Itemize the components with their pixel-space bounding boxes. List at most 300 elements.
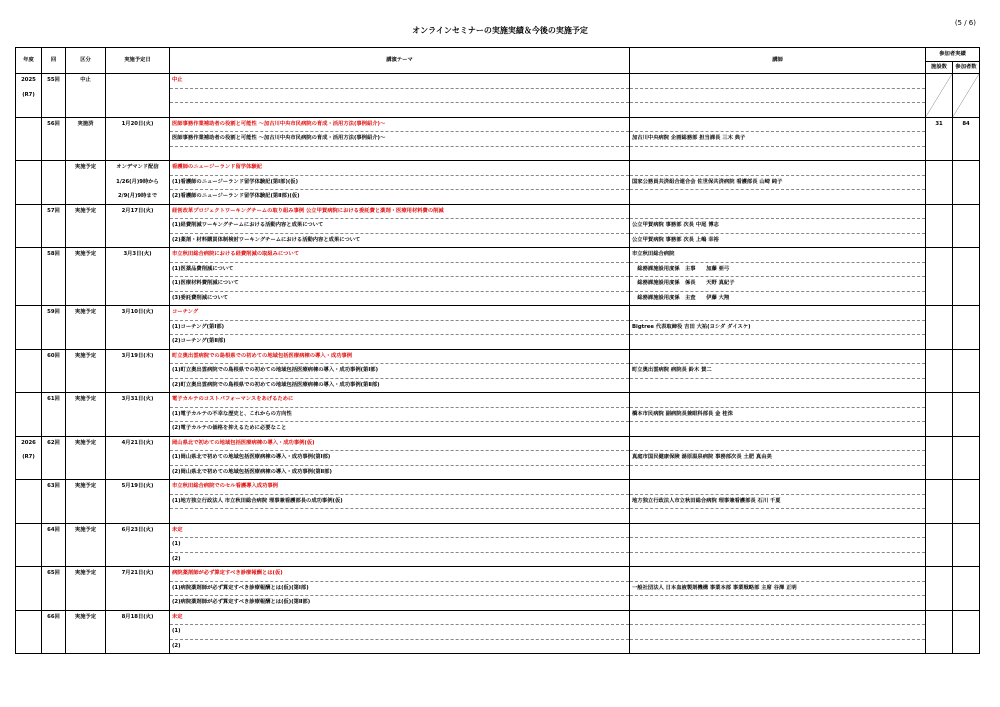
session-type: 実施予定 — [66, 248, 106, 263]
session-type — [66, 451, 106, 466]
table-row — [16, 451, 980, 466]
lecturer — [630, 465, 926, 480]
table-row — [16, 262, 980, 277]
facilities-count — [926, 132, 953, 147]
scheduled-date: 7月21日(火) — [106, 567, 170, 582]
lecturer — [630, 190, 926, 205]
session-type — [66, 596, 106, 611]
lecturer — [630, 378, 926, 393]
year-cell — [16, 480, 42, 495]
year-cell — [16, 233, 42, 248]
table-row — [16, 393, 980, 408]
scheduled-date — [106, 132, 170, 147]
table-row — [16, 74, 980, 89]
year-cell — [16, 146, 42, 161]
lecturer: 総務課施設用度係 主査 伊藤 大翔 — [630, 291, 926, 306]
session-type — [66, 465, 106, 480]
table-row — [16, 161, 980, 176]
lecture-theme: 市立秋田総合病院でのセル看護導入成功事例 — [170, 480, 630, 495]
facilities-count — [926, 219, 953, 234]
table-row — [16, 422, 980, 437]
year-cell — [16, 364, 42, 379]
scheduled-date: オンデマンド配信 — [106, 161, 170, 176]
year-cell — [16, 552, 42, 567]
lecture-theme: コーチング — [170, 306, 630, 321]
header-facilities: 施設数 — [926, 62, 953, 74]
attendees-count — [953, 248, 980, 263]
lecturer: 一般社団法人 日本血液製剤機構 事業本部 事業戦略部 主席 谷澤 正明 — [630, 581, 926, 596]
scheduled-date: 8月18日(火) — [106, 610, 170, 625]
session-number — [42, 146, 66, 161]
scheduled-date: 3月19日(木) — [106, 349, 170, 364]
table-row — [16, 248, 980, 263]
session-number: 61回 — [42, 393, 66, 408]
diagonal-strike — [953, 74, 979, 117]
year-cell — [16, 494, 42, 509]
scheduled-date: 4月21日(火) — [106, 436, 170, 451]
year-cell — [16, 291, 42, 306]
lecture-theme: (1)看護師のニュージーランド留学体験記(第Ⅰ部)(仮) — [170, 175, 630, 190]
year-cell — [16, 639, 42, 654]
lecture-theme: 病院薬剤師が必ず算定すべき診療報酬とは(仮) — [170, 567, 630, 582]
lecturer — [630, 117, 926, 132]
session-type: 中止 — [66, 74, 106, 89]
facilities-count — [926, 306, 953, 321]
attendees-count — [953, 291, 980, 306]
session-type — [66, 132, 106, 147]
session-type: 実施予定 — [66, 480, 106, 495]
table-row — [16, 219, 980, 234]
table-row — [16, 509, 980, 524]
session-type: 実施予定 — [66, 567, 106, 582]
session-type — [66, 625, 106, 640]
table-row — [16, 349, 980, 364]
table-row — [16, 320, 980, 335]
facilities-count — [926, 364, 953, 379]
session-number — [42, 262, 66, 277]
table-row — [16, 639, 980, 654]
attendees-count — [953, 451, 980, 466]
lecture-theme: (1)医薬品費削減について — [170, 262, 630, 277]
header-year: 年度 — [16, 48, 42, 74]
session-type: 実施予定 — [66, 610, 106, 625]
table-row — [16, 465, 980, 480]
lecturer: 国家公務員共済組合連合会 佐世保共済病院 看護部長 山崎 純子 — [630, 175, 926, 190]
attendees-count — [953, 378, 980, 393]
facilities-count — [926, 320, 953, 335]
lecture-theme: (2)薬剤・材料購買体制検討ワーキングチームにおける活動内容と成果について — [170, 233, 630, 248]
attendees-count — [953, 465, 980, 480]
lecturer: 公立甲賀病院 事務部 次長 中尾 博志 — [630, 219, 926, 234]
attendees-count — [953, 320, 980, 335]
session-type — [66, 175, 106, 190]
table-row — [16, 88, 980, 103]
lecture-theme: (1)経費削減ワーキングチームにおける活動内容と成果について — [170, 219, 630, 234]
facilities-count — [926, 74, 953, 118]
lecture-theme — [170, 509, 630, 524]
page-number: (5 / 6) — [954, 19, 976, 27]
session-type: 実施済 — [66, 117, 106, 132]
lecturer — [630, 393, 926, 408]
attendees-count — [953, 74, 980, 118]
lecturer: 総務課施設用度係 係長 天野 真紀子 — [630, 277, 926, 292]
lecturer — [630, 625, 926, 640]
lecture-theme: (2)病院薬剤師が必ず算定すべき診療報酬とは(仮)(第Ⅱ部) — [170, 596, 630, 611]
lecture-theme: 市立秋田総合病院における経費削減の取組みについて — [170, 248, 630, 263]
facilities-count — [926, 596, 953, 611]
year-cell — [16, 277, 42, 292]
lecture-theme: (1)岡山県北で初めての地域包括医療病棟の導入・成功事例(第Ⅰ部) — [170, 451, 630, 466]
table-row — [16, 117, 980, 132]
session-number — [42, 625, 66, 640]
table-row — [16, 552, 980, 567]
table-row — [16, 494, 980, 509]
attendees-count — [953, 581, 980, 596]
session-type — [66, 233, 106, 248]
table-row — [16, 103, 980, 118]
session-type — [66, 320, 106, 335]
table-row — [16, 190, 980, 205]
session-type — [66, 364, 106, 379]
session-type — [66, 422, 106, 437]
attendees-count — [953, 219, 980, 234]
attendees-count — [953, 436, 980, 451]
session-type — [66, 219, 106, 234]
lecturer — [630, 567, 926, 582]
header-participants: 参加者実績 — [926, 48, 980, 62]
year-cell — [16, 465, 42, 480]
session-number: 62回 — [42, 436, 66, 451]
session-number — [42, 581, 66, 596]
lecturer — [630, 509, 926, 524]
attendees-count — [953, 523, 980, 538]
facilities-count — [926, 349, 953, 364]
lecturer — [630, 306, 926, 321]
lecturer — [630, 335, 926, 350]
year-cell — [16, 175, 42, 190]
lecture-theme: (2)町立奥出雲病院での島根県での初めての地域包括医療病棟の導入・成功事例(第Ⅱ部) — [170, 378, 630, 393]
attendees-count — [953, 509, 980, 524]
table-row — [16, 523, 980, 538]
scheduled-date: 1月20日(火) — [106, 117, 170, 132]
lecture-theme — [170, 88, 630, 103]
session-number — [42, 335, 66, 350]
session-number: 55回 — [42, 74, 66, 89]
lecturer: 総務課施設用度係 主事 加藤 亜弓 — [630, 262, 926, 277]
session-type — [66, 639, 106, 654]
year-cell — [16, 581, 42, 596]
year-cell: (R7) — [16, 451, 42, 466]
session-type: 実施予定 — [66, 349, 106, 364]
lecture-theme: (2) — [170, 639, 630, 654]
lecturer — [630, 88, 926, 103]
session-number — [42, 190, 66, 205]
table-row — [16, 567, 980, 582]
lecture-theme: (1)病院薬剤師が必ず算定すべき診療報酬とは(仮)(第Ⅰ部) — [170, 581, 630, 596]
session-number — [42, 451, 66, 466]
session-type — [66, 538, 106, 553]
year-cell — [16, 393, 42, 408]
scheduled-date — [106, 262, 170, 277]
lecturer — [630, 639, 926, 654]
lecture-theme — [170, 103, 630, 118]
table-row — [16, 175, 980, 190]
session-type: 実施予定 — [66, 393, 106, 408]
attendees-count — [953, 610, 980, 625]
scheduled-date: 3月31日(火) — [106, 393, 170, 408]
session-number — [42, 552, 66, 567]
scheduled-date — [106, 494, 170, 509]
facilities-count — [926, 204, 953, 219]
lecture-theme: (1)コーチング(第Ⅰ部) — [170, 320, 630, 335]
attendees-count — [953, 161, 980, 176]
year-cell: 2026 — [16, 436, 42, 451]
lecturer — [630, 74, 926, 89]
year-cell — [16, 132, 42, 147]
scheduled-date — [106, 74, 170, 89]
scheduled-date — [106, 320, 170, 335]
session-number — [42, 494, 66, 509]
lecture-theme: 未定 — [170, 523, 630, 538]
facilities-count — [926, 552, 953, 567]
scheduled-date: 5月19日(火) — [106, 480, 170, 495]
table-row — [16, 306, 980, 321]
attendees-count — [953, 625, 980, 640]
session-number — [42, 219, 66, 234]
session-number — [42, 132, 66, 147]
scheduled-date: 2月17日(火) — [106, 204, 170, 219]
document-title: オンラインセミナーの実施実績＆今後の実施予定 — [412, 26, 588, 35]
lecture-theme: 町立奥出雲病院での島根県での初めての地域包括医療病棟の導入・成功事例 — [170, 349, 630, 364]
session-number — [42, 88, 66, 103]
facilities-count — [926, 480, 953, 495]
scheduled-date — [106, 451, 170, 466]
facilities-count — [926, 248, 953, 263]
table-row — [16, 436, 980, 451]
lecturer — [630, 161, 926, 176]
header-attendees: 参加者数 — [953, 62, 980, 74]
table-row — [16, 596, 980, 611]
scheduled-date — [106, 596, 170, 611]
table-row — [16, 378, 980, 393]
facilities-count: 31 — [926, 117, 953, 132]
lecture-theme: 未定 — [170, 610, 630, 625]
session-type — [66, 291, 106, 306]
session-type: 実施予定 — [66, 161, 106, 176]
facilities-count — [926, 465, 953, 480]
session-type — [66, 407, 106, 422]
scheduled-date — [106, 364, 170, 379]
scheduled-date — [106, 552, 170, 567]
scheduled-date — [106, 277, 170, 292]
session-type: 実施予定 — [66, 306, 106, 321]
attendees-count — [953, 277, 980, 292]
scheduled-date — [106, 581, 170, 596]
attendees-count — [953, 494, 980, 509]
session-number — [42, 596, 66, 611]
attendees-count — [953, 306, 980, 321]
lecturer — [630, 552, 926, 567]
year-cell — [16, 349, 42, 364]
attendees-count — [953, 349, 980, 364]
attendees-count: 84 — [953, 117, 980, 132]
table-row — [16, 480, 980, 495]
facilities-count — [926, 639, 953, 654]
session-number — [42, 291, 66, 306]
lecture-theme: 経営改革プロジェクトワーキングチームの取り組み事例 公立甲賀病院における委託費と薬剤・医療用材料費の削減 — [170, 204, 630, 219]
facilities-count — [926, 378, 953, 393]
session-number — [42, 277, 66, 292]
lecturer: 市立秋田総合病院 — [630, 248, 926, 263]
attendees-count — [953, 639, 980, 654]
facilities-count — [926, 610, 953, 625]
facilities-count — [926, 175, 953, 190]
table-row — [16, 204, 980, 219]
year-cell: (R7) — [16, 88, 42, 103]
session-number — [42, 378, 66, 393]
lecturer: 加古川中央病院 企画総務部 担当課長 三木 典子 — [630, 132, 926, 147]
session-type — [66, 146, 106, 161]
session-number: 59回 — [42, 306, 66, 321]
session-type — [66, 88, 106, 103]
session-number — [42, 103, 66, 118]
lecture-theme: 医師事務作業補助者の役割と可能性 ～加古川中央市民病院の育成・活用方法(事例紹介)～ — [170, 132, 630, 147]
header-date: 実施予定日 — [106, 48, 170, 74]
lecturer: Bigtree 代表取締役 吉田 大祐(ヨシダ ダイスケ) — [630, 320, 926, 335]
session-number — [42, 175, 66, 190]
facilities-count — [926, 509, 953, 524]
attendees-count — [953, 364, 980, 379]
scheduled-date — [106, 625, 170, 640]
session-type — [66, 509, 106, 524]
attendees-count — [953, 480, 980, 495]
session-number — [42, 364, 66, 379]
header-no: 回 — [42, 48, 66, 74]
year-cell — [16, 335, 42, 350]
lecture-theme: 医師事務作業補助者の役割と可能性 ～加古川中央市民病院の育成・活用方法(事例紹介)～ — [170, 117, 630, 132]
lecturer — [630, 538, 926, 553]
table-row — [16, 407, 980, 422]
lecturer — [630, 436, 926, 451]
year-cell — [16, 306, 42, 321]
session-number: 63回 — [42, 480, 66, 495]
lecture-theme: (1) — [170, 538, 630, 553]
lecturer: 地方独立行政法人市立秋田総合病院 理事兼看護部長 石川 千夏 — [630, 494, 926, 509]
session-number — [42, 320, 66, 335]
year-cell — [16, 262, 42, 277]
lecturer — [630, 523, 926, 538]
table-row — [16, 581, 980, 596]
attendees-count — [953, 335, 980, 350]
year-cell — [16, 117, 42, 132]
attendees-count — [953, 262, 980, 277]
scheduled-date: 3月3日(火) — [106, 248, 170, 263]
facilities-count — [926, 581, 953, 596]
attendees-count — [953, 393, 980, 408]
scheduled-date: 1/26(月)9時から — [106, 175, 170, 190]
session-number — [42, 233, 66, 248]
table-row — [16, 233, 980, 248]
facilities-count — [926, 262, 953, 277]
seminar-schedule-table — [15, 47, 980, 654]
facilities-count — [926, 494, 953, 509]
facilities-count — [926, 567, 953, 582]
year-cell — [16, 422, 42, 437]
year-cell — [16, 509, 42, 524]
year-cell — [16, 161, 42, 176]
facilities-count — [926, 436, 953, 451]
lecturer: 真庭市国民健康保険 湯原温泉病院 事務部次長 土肥 真由美 — [630, 451, 926, 466]
lecturer — [630, 146, 926, 161]
attendees-count — [953, 190, 980, 205]
facilities-count — [926, 538, 953, 553]
lecture-theme: (3)委託費削減について — [170, 291, 630, 306]
year-cell — [16, 248, 42, 263]
scheduled-date — [106, 103, 170, 118]
session-number — [42, 465, 66, 480]
header-type: 区分 — [66, 48, 106, 74]
scheduled-date: 6月23日(火) — [106, 523, 170, 538]
attendees-count — [953, 233, 980, 248]
facilities-count — [926, 190, 953, 205]
lecture-theme: 岡山県北で初めての地域包括医療病棟の導入・成功事例(仮) — [170, 436, 630, 451]
lecture-theme: 中止 — [170, 74, 630, 89]
session-type — [66, 552, 106, 567]
year-cell — [16, 625, 42, 640]
facilities-count — [926, 523, 953, 538]
table-row — [16, 132, 980, 147]
facilities-count — [926, 335, 953, 350]
session-type — [66, 378, 106, 393]
lecture-theme: (2)コーチング(第Ⅱ部) — [170, 335, 630, 350]
facilities-count — [926, 291, 953, 306]
attendees-count — [953, 132, 980, 147]
scheduled-date — [106, 291, 170, 306]
year-cell — [16, 219, 42, 234]
scheduled-date — [106, 639, 170, 654]
header-theme: 講演テーマ — [170, 48, 630, 74]
table-row — [16, 610, 980, 625]
year-cell: 2025 — [16, 74, 42, 89]
session-number — [42, 509, 66, 524]
session-type — [66, 494, 106, 509]
session-type — [66, 335, 106, 350]
attendees-count — [953, 538, 980, 553]
header-lecturer: 講師 — [630, 48, 926, 74]
scheduled-date — [106, 335, 170, 350]
session-type — [66, 277, 106, 292]
attendees-count — [953, 567, 980, 582]
scheduled-date — [106, 233, 170, 248]
lecturer: 橋本市民病院 副病院長兼眼科部長 金 桂洙 — [630, 407, 926, 422]
scheduled-date — [106, 422, 170, 437]
session-number — [42, 422, 66, 437]
scheduled-date — [106, 509, 170, 524]
scheduled-date — [106, 538, 170, 553]
facilities-count — [926, 407, 953, 422]
lecture-theme: (1) — [170, 625, 630, 640]
facilities-count — [926, 161, 953, 176]
scheduled-date — [106, 465, 170, 480]
table-row — [16, 146, 980, 161]
lecture-theme: 電子カルテのコストパフォーマンスをあげるために — [170, 393, 630, 408]
lecture-theme: (2)看護師のニュージーランド留学体験記(第Ⅱ部)(仮) — [170, 190, 630, 205]
scheduled-date: 3月10日(火) — [106, 306, 170, 321]
lecturer — [630, 596, 926, 611]
lecture-theme: (2) — [170, 552, 630, 567]
session-number — [42, 161, 66, 176]
table-row — [16, 538, 980, 553]
